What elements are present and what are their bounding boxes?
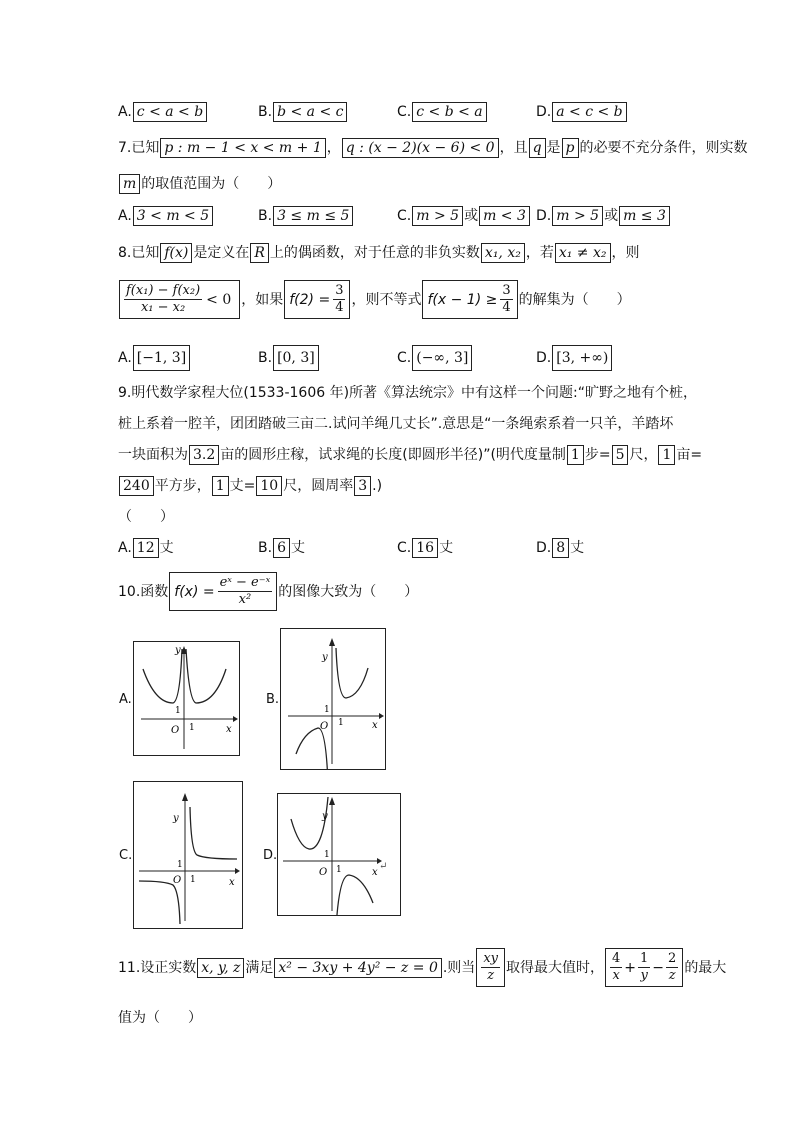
q11-stem-line1: 11.设正实数 x, y, z 满足 x² − 3xy + 4y² − z = 0 .则当 $\frac{xy}{z}$ 取得最大值时， $\frac{4}{x}$ + $\frac{1}{y}$ − $\frac{2}{z}$ 的最大 — [118, 948, 726, 987]
graph-d-origin: O — [319, 867, 328, 878]
q6-option-a[interactable]: A. c < a < b — [118, 102, 208, 122]
q10-label-c[interactable]: C. — [119, 848, 133, 863]
graph-b-origin: O — [320, 721, 329, 732]
q8-stem-line1: 8.已知 f(x) 是定义在 R 上的偶函数，对于任意的非负实数 x₁, x₂ ，若 x₁ ≠ x₂ ，则 — [118, 245, 640, 261]
graph-a-one-y: 1 — [175, 706, 181, 716]
q10-label-a[interactable]: A. — [119, 692, 132, 707]
q8-option-c[interactable]: C. (−∞, 3] — [397, 345, 473, 371]
q8-option-b[interactable]: B. [0, 3] — [258, 345, 320, 371]
q6-option-d[interactable]: D. a < c < b — [536, 102, 628, 122]
graph-c-y-label: y — [173, 813, 179, 824]
q11-stem-line2: 值为（ ） — [118, 1010, 202, 1026]
q10-graph-a[interactable] — [133, 641, 240, 756]
graph-a-origin: O — [171, 725, 180, 736]
q7-option-a[interactable]: A. 3 < m < 5 — [118, 206, 214, 226]
q10-stem: 10.函数 f(x) = $\frac{\text{eˣ − e⁻ˣ}}{\text{x²}}$ 的图像大致为（ ） — [118, 572, 418, 611]
q7-option-d[interactable]: D. m > 5 或 m ≤ 3 — [536, 206, 671, 226]
q10-label-d[interactable]: D. — [263, 848, 278, 863]
graph-d-y-label: y — [322, 811, 328, 822]
return-mark-icon: ↵ — [379, 861, 388, 872]
q9-line3: 一块面积为 3.2 亩的圆形庄稼，试求绳的长度(即圆形半径)”(明代度量制 1 步= 5 尺， 1 亩= — [118, 447, 703, 463]
q9-option-d[interactable]: D. 8 丈 — [536, 540, 585, 556]
q9-option-b[interactable]: B. 6 丈 — [258, 540, 305, 556]
graph-c-one-x: 1 — [190, 875, 196, 885]
graph-b-y-label: y — [322, 652, 328, 663]
q8-option-d[interactable]: D. [3, +∞) — [536, 345, 613, 371]
graph-d-one-y: 1 — [324, 850, 330, 860]
q8-f2-value: f(2) = $\frac{3}{4}$ — [284, 280, 350, 319]
q8-option-a[interactable]: A. [−1, 3] — [118, 345, 191, 371]
graph-b-one-x: 1 — [338, 718, 344, 728]
q10-graph-d[interactable] — [277, 793, 401, 916]
graph-a-x-label: x — [226, 724, 232, 735]
q7-q: q : (x − 2)(x − 6) < 0 — [342, 138, 499, 158]
q7-option-c[interactable]: C. m > 5 或 m < 3 — [397, 206, 531, 226]
q9-line4: 240 平方步， 1 丈= 10 尺，圆周率 3 .) — [118, 476, 382, 496]
graph-d-x-label: x — [372, 867, 378, 878]
graph-a-one-x: 1 — [189, 723, 195, 733]
q8-stem-line2: $\frac{\text{f(x₁) − f(x₂)}}{\text{x₁ − x₂}}$ < 0 ，如果 f(2) = $\frac{3}{4}$ ，则不等式 f(x − 1) ≥ $\frac{3}{4}$ 的解集为（ ） — [118, 280, 631, 319]
graph-b-one-y: 1 — [324, 705, 330, 715]
q8-inequality: f(x − 1) ≥ $\frac{3}{4}$ — [422, 280, 517, 319]
graph-c-x-label: x — [229, 877, 235, 888]
q7-p: p : m − 1 < x < m + 1 — [160, 138, 325, 158]
q11-ratio: $\frac{xy}{z}$ — [476, 948, 505, 987]
q11-expression: $\frac{4}{x}$ + $\frac{1}{y}$ − $\frac{2}{z}$ — [605, 948, 683, 987]
q7-stem-line2: m 的取值范围为（ ） — [118, 174, 281, 194]
q8-difference-quotient: $\frac{\text{f(x₁) − f(x₂)}}{\text{x₁ − x₂}}$ < 0 — [119, 280, 240, 319]
q10-graph-b[interactable] — [280, 628, 386, 770]
q10-label-b[interactable]: B. — [266, 692, 280, 707]
graph-b-x-label: x — [372, 720, 378, 731]
graph-a-y-label: y — [175, 645, 181, 656]
q9-answer-paren: （ ） — [118, 509, 174, 525]
q10-function: f(x) = $\frac{\text{eˣ − e⁻ˣ}}{\text{x²}}$ — [169, 572, 277, 611]
q7-option-b[interactable]: B. 3 ≤ m ≤ 5 — [258, 206, 354, 226]
graph-c-one-y: 1 — [177, 860, 183, 870]
q6-option-b[interactable]: B. b < a < c — [258, 102, 348, 122]
graph-c-origin: O — [173, 875, 182, 886]
graph-d-one-x: 1 — [336, 865, 342, 875]
q9-line1: 9.明代数学家程大位(1533-1606 年)所著《算法统宗》中有这样一个问题:“旷野之地有个桩， — [118, 385, 698, 401]
q9-option-c[interactable]: C. 16 丈 — [397, 540, 454, 556]
q10-graph-c[interactable] — [133, 781, 243, 929]
q9-line2: 桩上系着一腔羊，团团踏破三亩二.试问羊绳几丈长”.意思是“一条绳索系着一只羊，羊踏坏 — [118, 416, 674, 432]
q7-stem-line1: 7.已知 p : m − 1 < x < m + 1 ， q : (x − 2)(x − 6) < 0 ，且 q 是 p 的必要不充分条件，则实数 — [118, 140, 748, 156]
q6-option-c[interactable]: C. c < b < a — [397, 102, 488, 122]
q9-option-a[interactable]: A. 12 丈 — [118, 540, 174, 556]
